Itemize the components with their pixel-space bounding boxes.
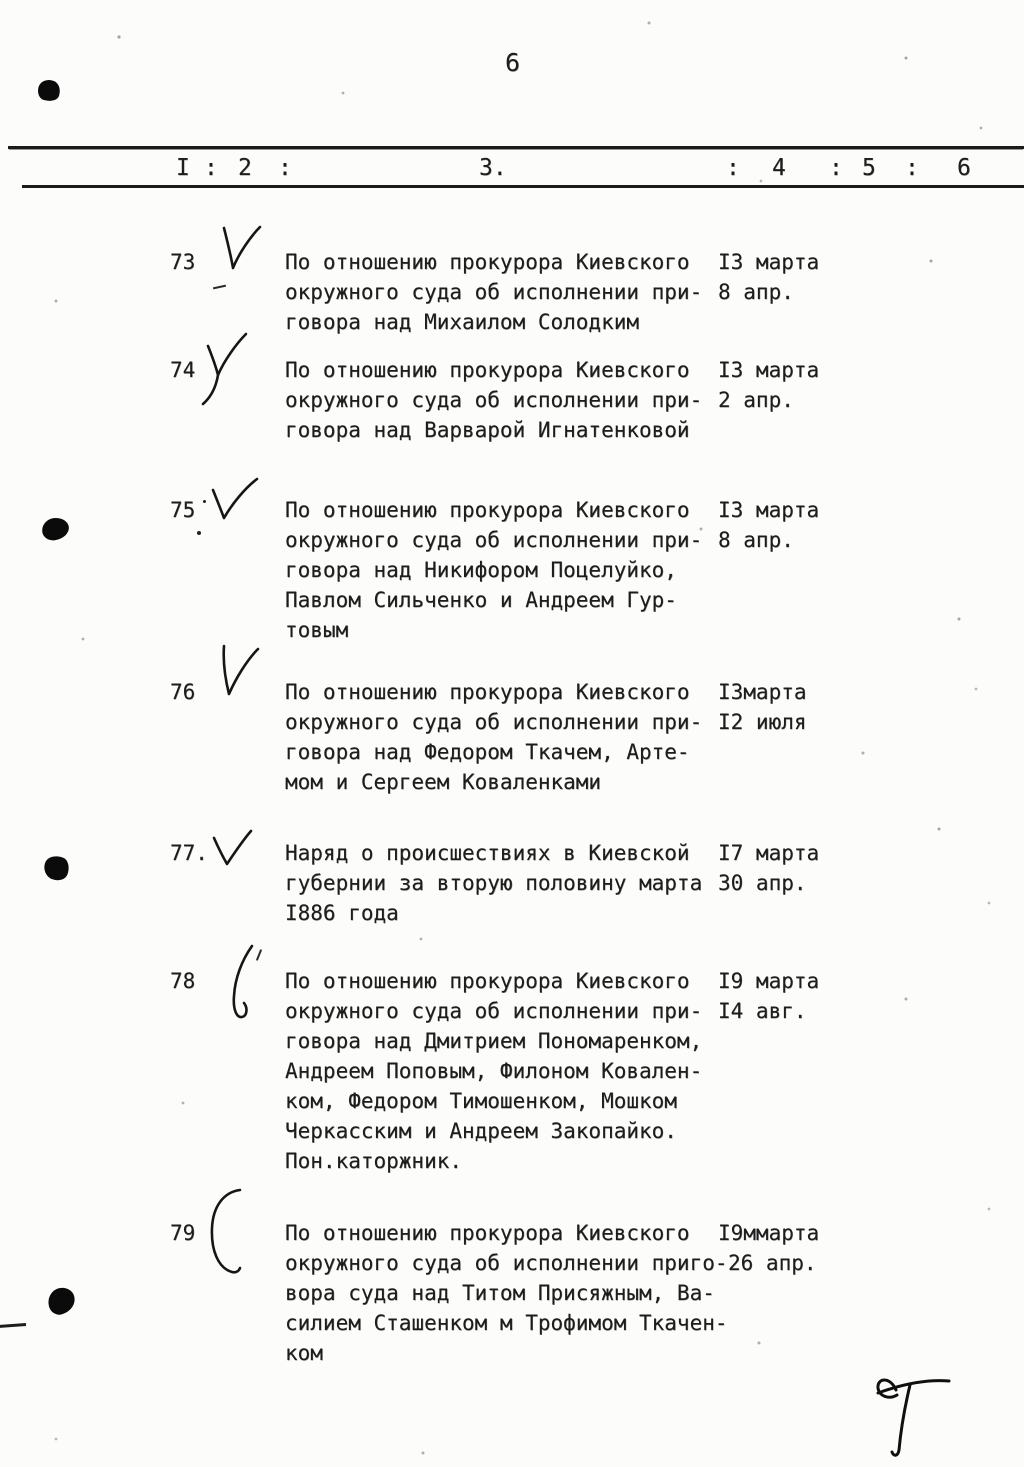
entry-line (0, 585, 1024, 615)
entry-line (0, 677, 1024, 707)
entry-line (0, 525, 1024, 555)
entry-date: 8 апр. (718, 528, 794, 552)
entry-line (0, 1278, 1024, 1308)
entry-description: окружного суда об исполнении при- (285, 999, 703, 1023)
entry-date: I9ммарта (718, 1221, 820, 1245)
entry-description: ком, Федором Тимошенком, Мошком (285, 1089, 677, 1113)
header-separator: : (905, 155, 919, 181)
entry-line (0, 1248, 1024, 1278)
entry-description: окружного суда об исполнении при- (285, 388, 703, 412)
entry-description: окружного суда об исполнении приго- (285, 1251, 728, 1275)
entry-date: I3 марта (718, 250, 820, 274)
header-separator: : (726, 155, 740, 181)
entry-number: 77. (170, 841, 208, 865)
entry-description: Черкасским и Андреем Закопайко. (285, 1119, 677, 1143)
entry-number: 78 (170, 969, 196, 993)
entry-date: I3 марта (718, 358, 820, 382)
entry-description: говора над Варварой Игнатенковой (285, 418, 690, 442)
page-number: 6 (505, 48, 521, 77)
entry-line (0, 495, 1024, 525)
entry-date: I9 марта (718, 969, 820, 993)
entry-description: силием Сташенком м Трофимом Ткачен- (285, 1311, 728, 1335)
entry-line (0, 898, 1024, 928)
entry-date: 26 апр. (728, 1251, 817, 1275)
entry-line (0, 868, 1024, 898)
entry-line (0, 385, 1024, 415)
entry-number: 74 (170, 358, 196, 382)
entry-line (0, 966, 1024, 996)
entry-description: ком (285, 1341, 323, 1365)
header-col-5: 5 (862, 155, 876, 181)
entry-description: говора над Михаилом Солодким (285, 310, 640, 334)
entry-description: По отношению прокурора Киевского (285, 680, 690, 704)
entry-date: 8 апр. (718, 280, 794, 304)
entry-date: I3 марта (718, 498, 820, 522)
entry-description: мом и Сергеем Коваленками (285, 770, 602, 794)
entry-description: окружного суда об исполнении при- (285, 710, 703, 734)
entry-line (0, 1218, 1024, 1248)
entry-description: товым (285, 618, 349, 642)
entry-description: По отношению прокурора Киевского (285, 358, 690, 382)
entry-description: I886 года (285, 901, 399, 925)
header-col-4: 4 (772, 155, 786, 181)
entry-line (0, 1086, 1024, 1116)
table-header-rule (22, 185, 1024, 188)
entry-line (0, 247, 1024, 277)
entry-line (0, 555, 1024, 585)
header-col-1: I (176, 155, 190, 181)
entry-description: губернии за вторую половину марта (285, 871, 703, 895)
header-col-6: 6 (957, 155, 971, 181)
entry-description: По отношению прокурора Киевского (285, 969, 690, 993)
entry-description: По отношению прокурора Киевского (285, 250, 690, 274)
entry-number: 79 (170, 1221, 196, 1245)
entry-date: 2 апр. (718, 388, 794, 412)
header-col-2: 2 (238, 155, 252, 181)
handwritten-seven-mark (854, 1362, 954, 1458)
entry-description: Андреем Поповым, Филоном Ковален- (285, 1059, 703, 1083)
entry-line (0, 307, 1024, 337)
entry-line (0, 707, 1024, 737)
entry-line (0, 1116, 1024, 1146)
entry-date: I7 марта (718, 841, 820, 865)
entry-description: Наряд о происшествиях в Киевской (285, 841, 690, 865)
entry-date: 30 апр. (718, 871, 807, 895)
ink-blob (36, 78, 62, 104)
entry-line (0, 355, 1024, 385)
entry-description: вора суда над Титом Присяжным, Ва- (285, 1281, 715, 1305)
table-top-rule (8, 146, 1024, 149)
entry-number: 75 (170, 498, 196, 522)
entry-line (0, 277, 1024, 307)
entry-description: говора над Федором Ткачем, Арте- (285, 740, 690, 764)
entry-line (0, 838, 1024, 868)
ink-dot (197, 531, 201, 535)
header-separator: : (829, 155, 843, 181)
entry-line (0, 767, 1024, 797)
entry-line (0, 1308, 1024, 1338)
entry-description: По отношению прокурора Киевского (285, 1221, 690, 1245)
entry-line (0, 1026, 1024, 1056)
entry-date: I3марта (718, 680, 807, 704)
entry-description: окружного суда об исполнении при- (285, 280, 703, 304)
entry-line (0, 415, 1024, 445)
entry-description: окружного суда об исполнении при- (285, 528, 703, 552)
entry-line (0, 615, 1024, 645)
entry-line (0, 737, 1024, 767)
entry-line (0, 1056, 1024, 1086)
header-separator: : (204, 155, 218, 181)
entry-line (0, 1146, 1024, 1176)
entry-date: I2 июля (718, 710, 807, 734)
entry-number: 73 (170, 250, 196, 274)
header-separator: : (278, 155, 292, 181)
entry-number: 76 (170, 680, 196, 704)
entry-description: Пон.каторжник. (285, 1149, 463, 1173)
scan-noise (0, 0, 2, 2)
entry-date: I4 авг. (718, 999, 807, 1023)
entry-description: Павлом Сильченко и Андреем Гур- (285, 588, 677, 612)
entry-description: говора над Дмитрием Пономаренком, (285, 1029, 703, 1053)
entry-description: говора над Никифором Поцелуйко, (285, 558, 677, 582)
entry-description: По отношению прокурора Киевского (285, 498, 690, 522)
header-col-3: 3. (479, 155, 507, 181)
entry-line (0, 996, 1024, 1026)
ink-dot (203, 500, 206, 503)
